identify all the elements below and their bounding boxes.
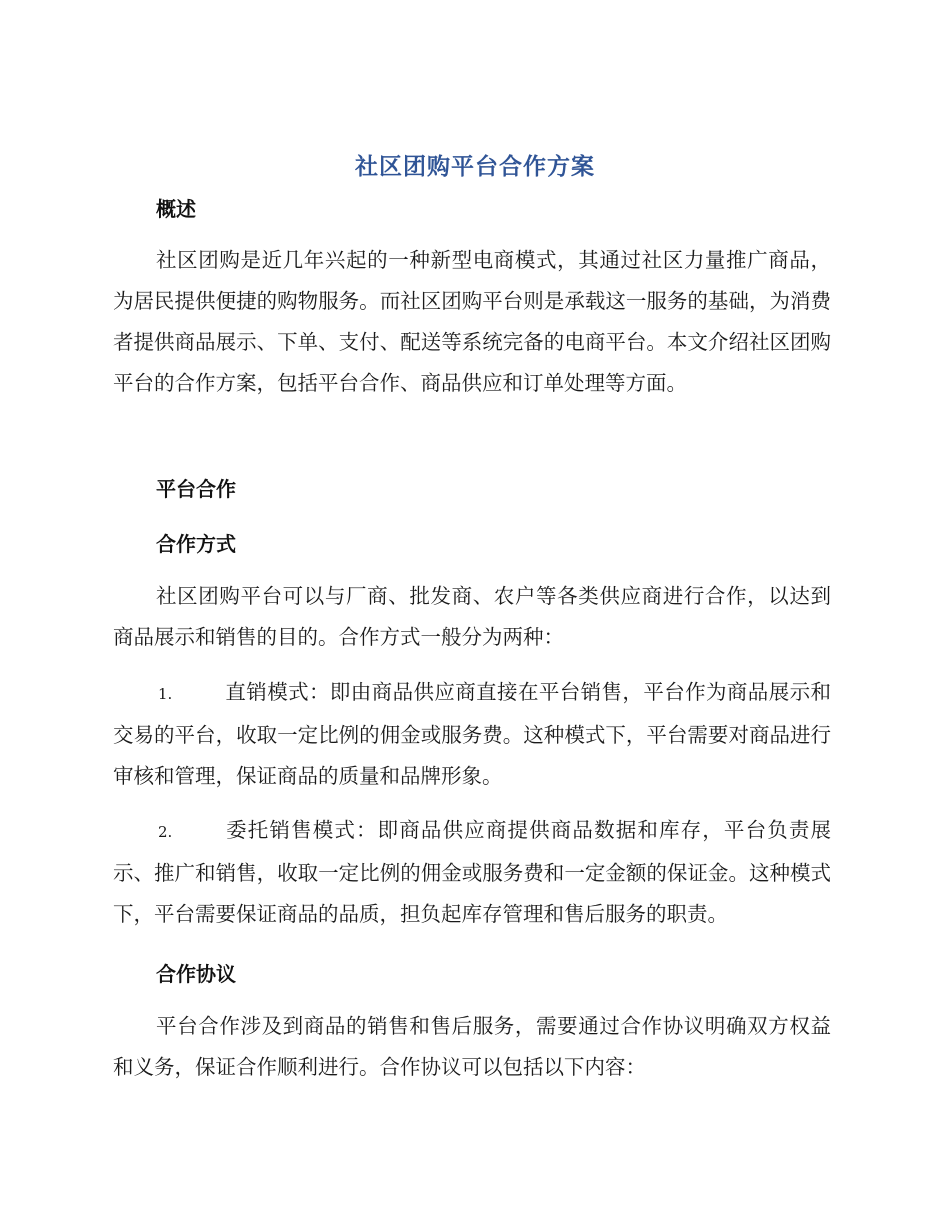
list-item-direct-sales (113, 672, 831, 797)
document-title: 社区团购平台合作方案 (355, 154, 595, 180)
heading-overview: 概述 (156, 197, 196, 221)
paragraph-cooperation-mode: 社区团购平台可以与厂商、批发商、农户等各类供应商进行合作，以达到商品展示和销售的目的。合作方式一般分为两种： (113, 584, 831, 649)
paragraph-overview: 社区团购是近几年兴起的一种新型电商模式，其通过社区力量推广商品，为居民提供便捷的购物服务。而社区团购平台则是承载这一服务的基础，为消费者提供商品展示、下单、支付、配送等系统完备的电商平台。本文介绍社区团购平台的合作方案，包括平台合作、商品供应和订单处理等方面。 (113, 248, 831, 395)
heading-platform-cooperation: 平台合作 (156, 477, 236, 501)
list-number: 2. (158, 823, 173, 841)
list-item-consignment-sales (113, 810, 831, 935)
list-item-text: 直销模式：即由商品供应商直接在平台销售，平台作为商品展示和交易的平台，收取一定比例的佣金或服务费。这种模式下，平台需要对商品进行审核和管理，保证商品的质量和品牌形象。 (113, 680, 831, 788)
list-item-text: 委托销售模式：即商品供应商提供商品数据和库存，平台负责展示、推广和销售，收取一定比例的佣金或服务费和一定金额的保证金。这种模式下，平台需要保证商品的品质，担负起库存管理和售后服务的职责。 (113, 818, 831, 926)
paragraph-cooperation-agreement: 平台合作涉及到商品的销售和售后服务，需要通过合作协议明确双方权益和义务，保证合作顺利进行。合作协议可以包括以下内容： (113, 1014, 831, 1079)
list-number: 1. (158, 685, 173, 703)
heading-cooperation-agreement: 合作协议 (156, 962, 236, 986)
heading-cooperation-mode: 合作方式 (156, 532, 236, 556)
